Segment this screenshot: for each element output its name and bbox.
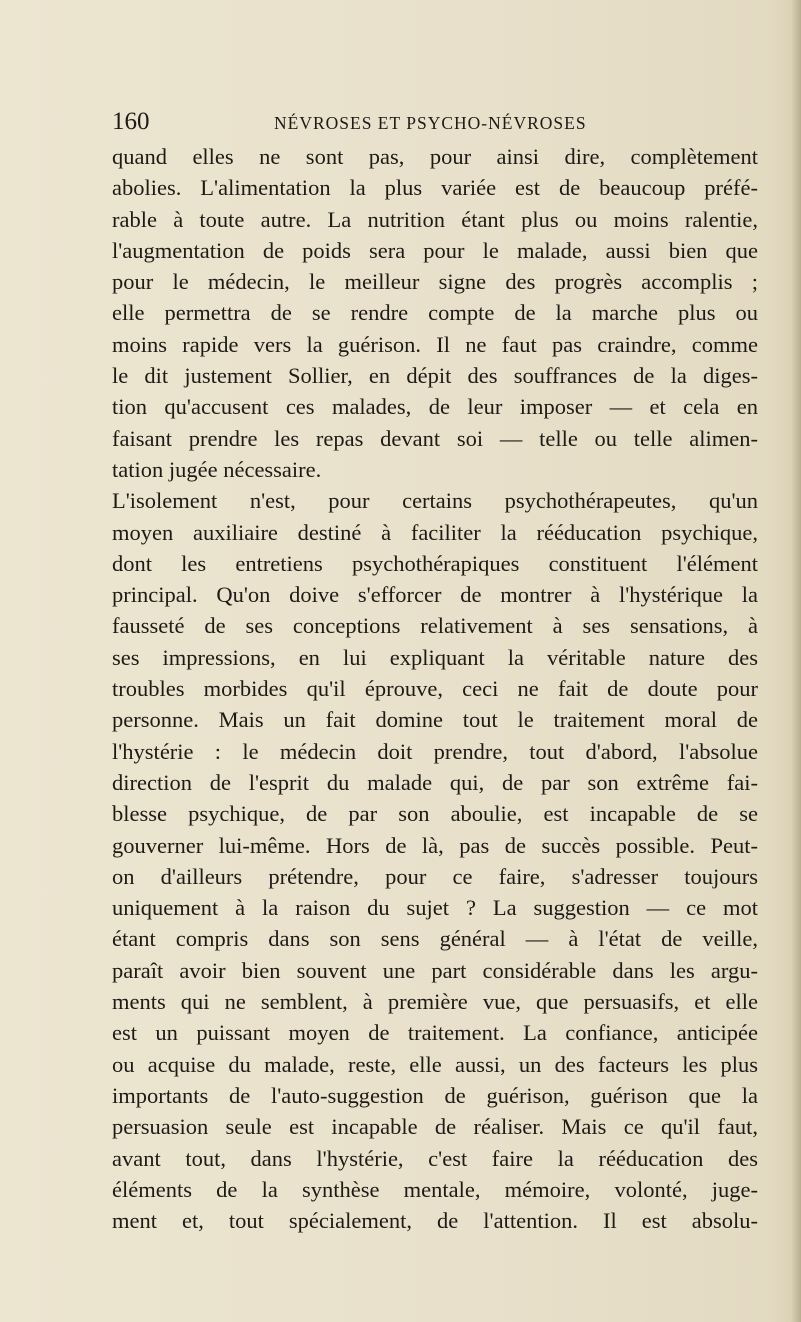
text-line: ment et, tout spécialement, de l'attention. Il est absolu- <box>112 1208 758 1234</box>
text-line: dont les entretiens psychothérapiques constituent l'élément <box>112 550 758 576</box>
text-line: le dit justement Sollier, en dépit des souffrances de la diges- <box>112 363 758 389</box>
text-line: elle permettra de se rendre compte de la marche plus ou <box>112 300 758 326</box>
text-line: importants de l'auto-suggestion de guérison, guérison que la <box>112 1082 758 1108</box>
text-line: pour le médecin, le meilleur signe des progrès accomplis ; <box>112 269 758 295</box>
text-line: blesse psychique, de par son aboulie, est incapable de se <box>112 801 758 827</box>
body-text <box>112 141 758 1236</box>
text-line: éléments de la synthèse mentale, mémoire, volonté, juge- <box>112 1176 758 1202</box>
text-line: troubles morbides qu'il éprouve, ceci ne fait de doute pour <box>112 676 758 702</box>
text-line: L'isolement n'est, pour certains psychothérapeutes, qu'un <box>112 488 758 514</box>
text-line: est un puissant moyen de traitement. La confiance, anticipée <box>112 1020 758 1046</box>
page-header <box>112 108 752 140</box>
text-line: ments qui ne semblent, à première vue, que persuasifs, et elle <box>112 989 758 1015</box>
text-line: tation jugée nécessaire. <box>112 456 322 482</box>
text-line: moyen auxiliaire destiné à faciliter la rééducation psychique, <box>112 519 758 545</box>
text-line: rable à toute autre. La nutrition étant plus ou moins ralentie, <box>112 206 758 232</box>
text-line: direction de l'esprit du malade qui, de par son extrême fai- <box>112 769 758 795</box>
text-line: ou acquise du malade, reste, elle aussi, un des facteurs les plus <box>112 1051 758 1077</box>
text-line: personne. Mais un fait domine tout le traitement moral de <box>112 707 758 733</box>
text-line: tion qu'accusent ces malades, de leur imposer — et cela en <box>112 394 758 420</box>
text-line: gouverner lui-même. Hors de là, pas de succès possible. Peut- <box>112 832 758 858</box>
text-line: moins rapide vers la guérison. Il ne faut pas craindre, comme <box>112 331 758 357</box>
text-line: étant compris dans son sens général — à l'état de veille, <box>112 926 758 952</box>
text-line: persuasion seule est incapable de réaliser. Mais ce qu'il faut, <box>112 1114 758 1140</box>
text-line: paraît avoir bien souvent une part considérable dans les argu- <box>112 957 758 983</box>
text-line: l'hystérie : le médecin doit prendre, tout d'abord, l'absolue <box>112 738 758 764</box>
text-line: l'augmentation de poids sera pour le malade, aussi bien que <box>112 237 758 263</box>
running-head: NÉVROSES ET PSYCHO-NÉVROSES <box>274 113 587 133</box>
text-line: faisant prendre les repas devant soi — telle ou telle alimen- <box>112 425 758 451</box>
text-line: on d'ailleurs prétendre, pour ce faire, s'adresser toujours <box>112 863 758 889</box>
text-line: avant tout, dans l'hystérie, c'est faire la rééducation des <box>112 1145 758 1171</box>
page-edge-shadow <box>791 0 801 1322</box>
text-line: ses impressions, en lui expliquant la véritable nature des <box>112 644 758 670</box>
text-line: principal. Qu'on doive s'efforcer de montrer à l'hystérique la <box>112 582 758 608</box>
text-line: uniquement à la raison du sujet ? La suggestion — ce mot <box>112 895 758 921</box>
text-line: fausseté de ses conceptions relativement à ses sensations, à <box>112 613 758 639</box>
page-number: 160 <box>112 108 150 135</box>
text-line: quand elles ne sont pas, pour ainsi dire, complètement <box>112 144 758 169</box>
text-line: abolies. L'alimentation la plus variée est de beaucoup préfé- <box>112 175 758 201</box>
